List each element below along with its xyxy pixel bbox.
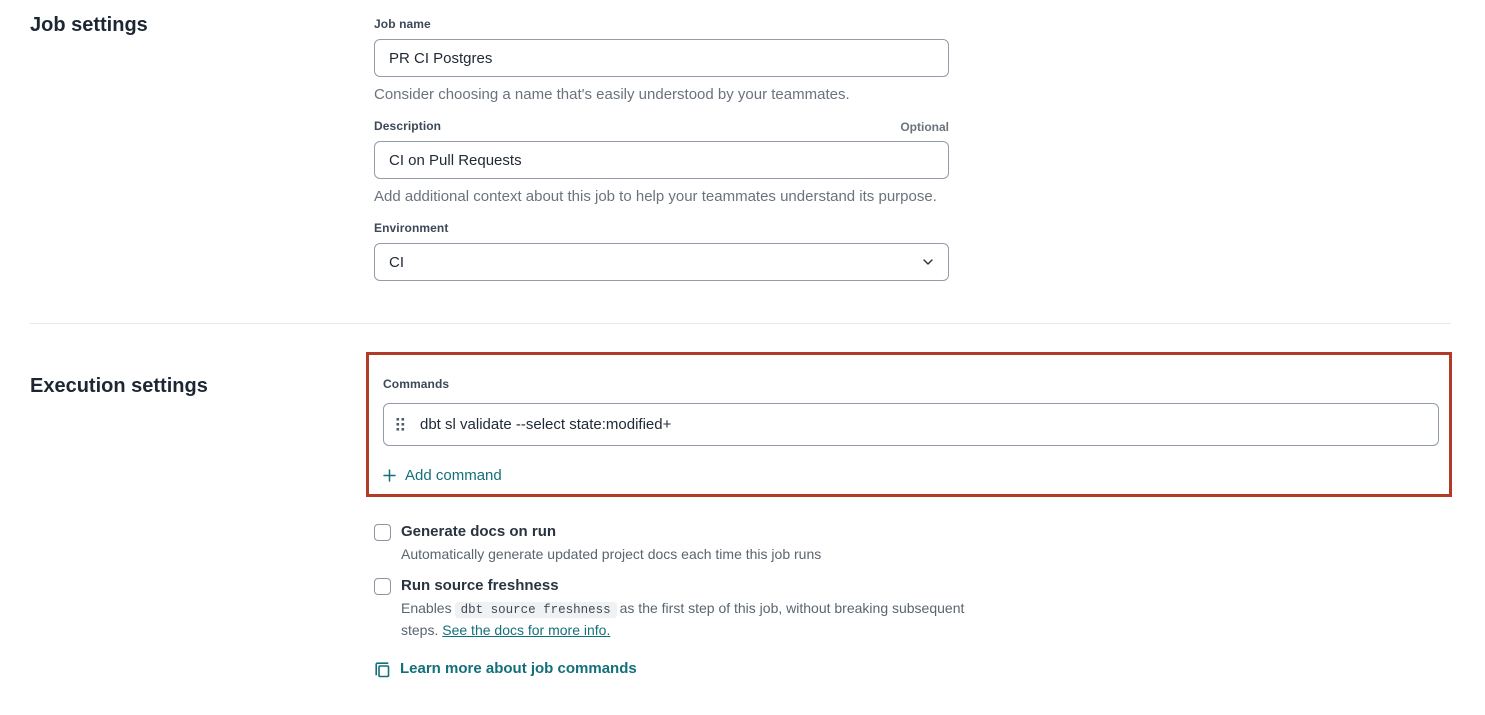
job-settings-heading: Job settings bbox=[30, 14, 148, 36]
add-command-button[interactable] bbox=[383, 467, 502, 484]
description-input[interactable] bbox=[374, 141, 949, 179]
generate-docs-checkbox[interactable] bbox=[374, 524, 391, 541]
environment-select[interactable] bbox=[374, 243, 949, 281]
description-optional-badge: Optional bbox=[900, 120, 949, 134]
job-name-input[interactable] bbox=[374, 39, 949, 77]
source-freshness-checkbox[interactable] bbox=[374, 578, 391, 595]
job-name-label: Job name bbox=[374, 17, 431, 31]
source-freshness-label[interactable]: Run source freshness bbox=[401, 577, 559, 594]
job-name-helper: Consider choosing a name that's easily understood by your teammates. bbox=[374, 86, 850, 103]
learn-more-label: Learn more about job commands bbox=[400, 660, 637, 677]
see-docs-link[interactable]: See the docs for more info. bbox=[442, 622, 611, 638]
job-settings-form bbox=[374, 17, 949, 281]
plus-icon bbox=[383, 469, 396, 482]
command-row bbox=[383, 403, 1439, 446]
code-snippet: dbt source freshness bbox=[455, 602, 617, 618]
drag-handle-icon[interactable] bbox=[396, 417, 405, 432]
book-icon bbox=[374, 661, 391, 678]
source-freshness-description-line1: Enables dbt source freshness as the first step of this job, without breaking subsequent bbox=[401, 600, 965, 617]
description-label: Description bbox=[374, 119, 442, 133]
commands-label: Commands bbox=[383, 377, 450, 391]
source-freshness-description-line2: steps. bbox=[401, 622, 439, 638]
command-input[interactable] bbox=[420, 416, 1426, 433]
execution-settings-heading: Execution settings bbox=[30, 375, 208, 397]
execution-options bbox=[374, 523, 974, 653]
chevron-down-icon bbox=[922, 258, 934, 266]
generate-docs-description: Automatically generate updated project docs each time this job runs bbox=[401, 546, 822, 562]
generate-docs-row bbox=[374, 523, 974, 564]
learn-more-link[interactable] bbox=[374, 660, 637, 678]
commands-highlight-box bbox=[366, 352, 1452, 497]
description-helper: Add additional context about this job to help your teammates understand its purpose. bbox=[374, 188, 937, 205]
generate-docs-label[interactable]: Generate docs on run bbox=[401, 523, 557, 540]
source-freshness-row bbox=[374, 577, 974, 640]
environment-selected-value: CI bbox=[389, 253, 404, 271]
add-command-label: Add command bbox=[405, 467, 502, 484]
environment-label: Environment bbox=[374, 221, 449, 235]
section-divider bbox=[30, 323, 1451, 324]
